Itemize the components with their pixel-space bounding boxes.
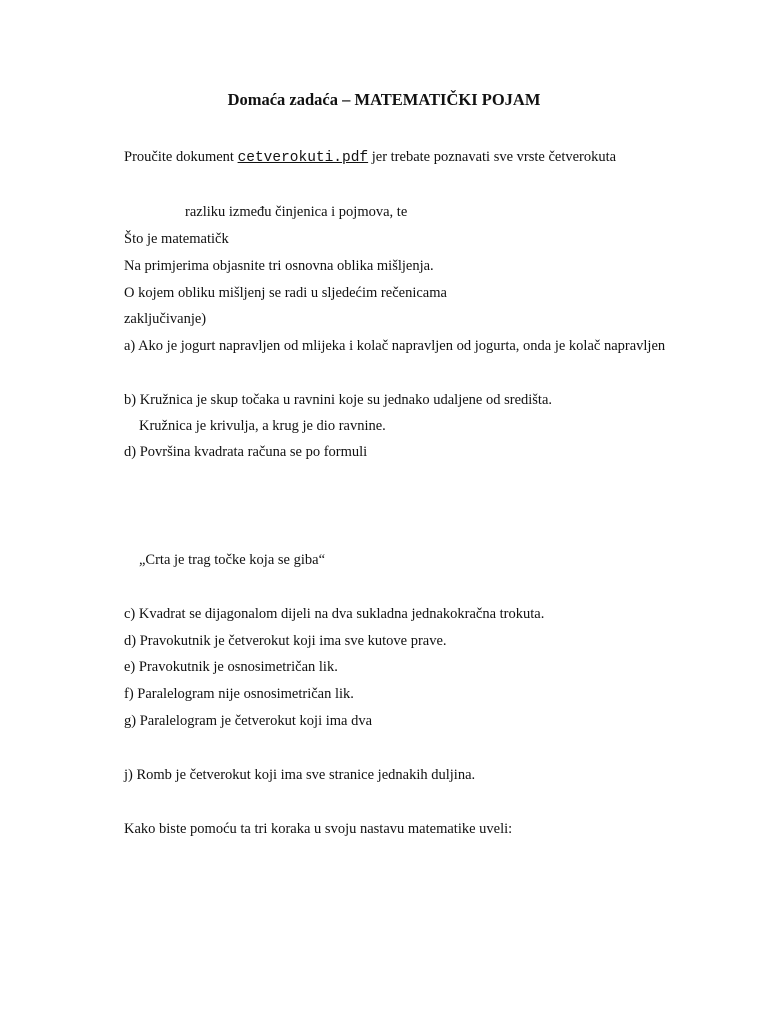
text-line-which-form: O kojem obliku mišljenj se radi u sljedećim rečenicama — [124, 285, 447, 301]
text-line-what-is: Što je matematičk — [124, 231, 229, 247]
item-b-continued: Kružnica je krivulja, a krug je dio ravnine. — [139, 418, 386, 434]
item-j: j) Romb je četverokut koji ima sve stranice jednakih duljina. — [124, 767, 476, 783]
text-line-examples: Na primjerima objasnite tri osnovna oblika mišljenja. — [124, 258, 434, 274]
text-line-difference: razliku između činjenica i pojmova, te — [185, 204, 408, 220]
item-d-area: d) Površina kvadrata računa se po formuli — [124, 444, 368, 460]
item-d-rectangle: d) Pravokutnik je četverokut koji ima sve kutove prave. — [124, 633, 447, 649]
item-e: e) Pravokutnik je osnosimetričan lik. — [124, 659, 338, 675]
item-c: c) Kvadrat se dijagonalom dijeli na dva sukladna jednakokračna trokuta. — [124, 606, 545, 622]
item-b: b) Kružnica je skup točaka u ravnini koje su jednako udaljene od središta. — [124, 392, 553, 408]
intro-text-after: jer trebate poznavati sve vrste četverokuta — [368, 149, 617, 165]
item-f: f) Paralelogram nije osnosimetričan lik. — [124, 686, 354, 702]
final-question: Kako biste pomoću ta tri koraka u svoju nastavu matematike uveli: — [124, 821, 513, 837]
text-line-reasoning: zaključivanje) — [124, 311, 207, 327]
page-title: Domaća zadaća – MATEMATIČKI POJAM — [227, 90, 541, 109]
item-a: a) Ako je jogurt napravljen od mlijeka i kolač napravljen od jogurta, onda je kolač napravljen — [124, 338, 666, 354]
item-g: g) Paralelogram je četverokut koji ima dva — [124, 713, 373, 729]
intro-text-before: Proučite dokument — [124, 149, 238, 165]
intro-line — [124, 148, 616, 167]
pdf-file-link[interactable]: cetverokuti.pdf — [237, 150, 369, 166]
quote-line: „Crta je trag točke koja se giba“ — [139, 552, 326, 568]
